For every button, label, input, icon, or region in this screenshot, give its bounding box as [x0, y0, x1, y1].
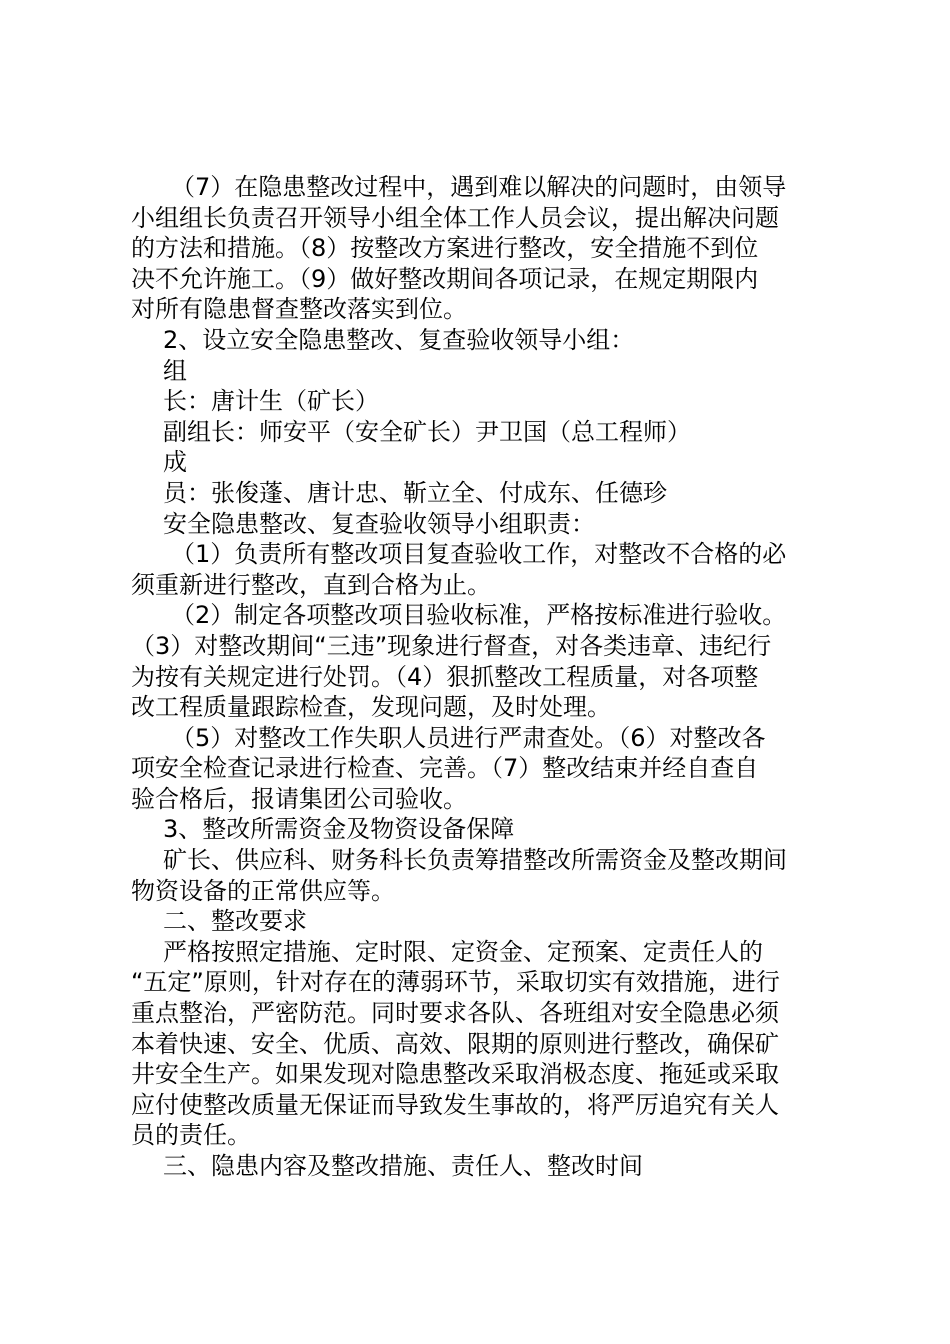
text-line: （7）在隐患整改过程中，遇到难以解决的问题时，由领导: [171, 173, 787, 201]
text-line: 员：张俊蓬、唐计忠、靳立全、付成东、任德珍: [163, 478, 667, 507]
text-line: （2）制定各项整改项目验收标准，严格按标准进行验收。: [171, 601, 787, 630]
text-line: 严格按照定措施、定时限、定资金、定预案、定责任人的: [163, 937, 763, 966]
text-line: 矿长、供应科、财务科长负责筹措整改所需资金及整改期间: [163, 846, 787, 875]
text-line: 验合格后，报请集团公司验收。: [131, 784, 467, 813]
text-line: 须重新进行整改，直到合格为止。: [131, 570, 491, 599]
text-line: 的方法和措施。（8）按整改方案进行整改，安全措施不到位: [131, 234, 759, 263]
text-line: 决不允许施工。（9）做好整改期间各项记录，在规定期限内: [131, 264, 759, 293]
text-line: 员的责任。: [131, 1121, 251, 1150]
text-line: 改工程质量跟踪检查，发现问题，及时处理。: [131, 693, 611, 722]
text-line: 二、整改要求: [163, 907, 307, 936]
text-line: 长：唐计生（矿长）: [163, 387, 379, 416]
text-line: 2、设立安全隐患整改、复查验收领导小组：: [163, 325, 635, 354]
text-line: （1）负责所有整改项目复查验收工作，对整改不合格的必: [171, 540, 787, 569]
text-line: 成: [163, 448, 187, 477]
text-line: 副组长：师安平（安全矿长）尹卫国（总工程师）: [163, 417, 691, 446]
text-line: 组: [163, 356, 187, 385]
text-line: 应付使整改质量无保证而导致发生事故的，将严厉追究有关人: [131, 1090, 779, 1119]
text-line: （5）对整改工作失职人员进行严肃查处。（6）对整改各: [171, 723, 766, 752]
text-line: 物资设备的正常供应等。: [131, 876, 395, 905]
text-line: 为按有关规定进行处罚。（4）狠抓整改工程质量，对各项整: [131, 662, 759, 691]
text-line: 井安全生产。如果发现对隐患整改采取消极态度、拖延或采取: [131, 1060, 779, 1089]
text-line: 3、整改所需资金及物资设备保障: [163, 815, 515, 844]
text-line: 本着快速、安全、优质、高效、限期的原则进行整改，确保矿: [131, 1029, 779, 1058]
document-body: [131, 172, 831, 1182]
text-line: 三、隐患内容及整改措施、责任人、整改时间: [163, 1152, 643, 1180]
text-line: “五定”原则，针对存在的薄弱环节，采取切实有效措施，进行: [131, 968, 780, 997]
text-line: 重点整治，严密防范。同时要求各队、各班组对安全隐患必须: [131, 999, 779, 1028]
text-line: 小组组长负责召开领导小组全体工作人员会议，提出解决问题: [131, 203, 779, 232]
text-line: 对所有隐患督查整改落实到位。: [131, 295, 467, 324]
text-line: （3）对整改期间“三违”现象进行督查，对各类违章、违纪行: [131, 631, 772, 660]
text-line: 项安全检查记录进行检查、完善。（7）整改结束并经自查自: [131, 754, 759, 783]
text-line: 安全隐患整改、复查验收领导小组职责：: [163, 509, 595, 538]
